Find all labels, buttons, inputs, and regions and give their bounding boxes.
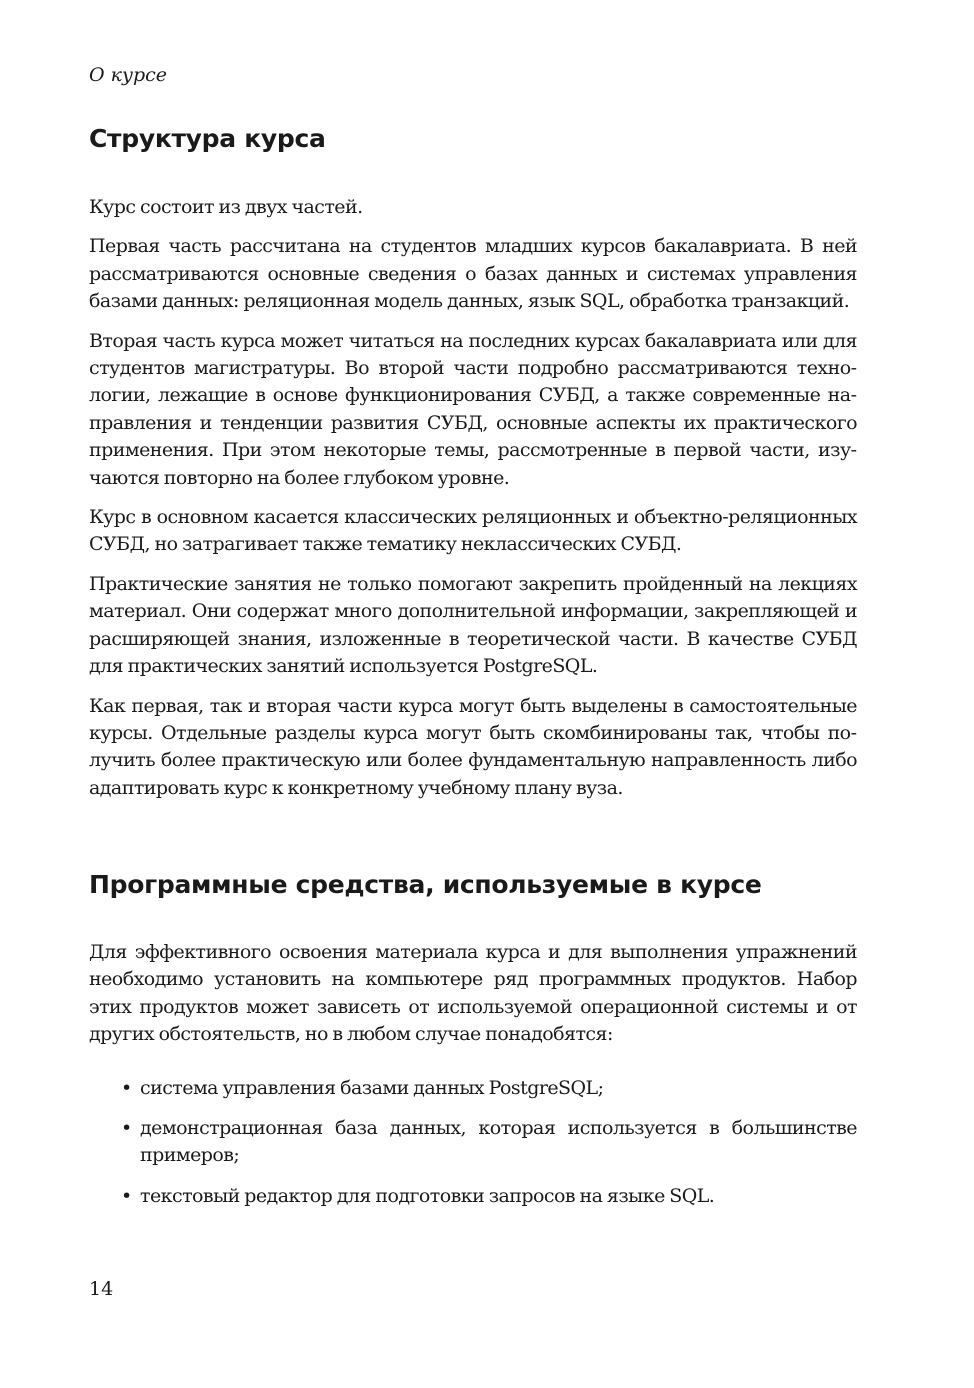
book-page bbox=[89, 0, 857, 1388]
list-item bbox=[89, 1183, 857, 1210]
list-item bbox=[89, 1115, 857, 1170]
section-title-software: Программные средства, используемые в курсе bbox=[89, 870, 762, 899]
paragraph: Практические занятия не только помогают закрепить пройденный на лекциях материал. Они содержат много дополнительной информации, закрепляющей и расширяющей знания, изложенные в теоретической части. В качестве СУБД для практических занятий используется PostgreSQL. bbox=[89, 572, 857, 678]
software-list bbox=[89, 1075, 857, 1211]
section-title-course-structure: Структура курса bbox=[89, 124, 326, 153]
paragraph: Как первая, так и вторая части курса могут быть выделены в самостоятельные курсы. Отдельные разделы курса могут быть скомбинированы так, чтобы получить более практическую или более фундаментальную направленность либо адаптировать курс к конкретному учебному плану вуза. bbox=[89, 694, 857, 799]
bullet-icon: • bbox=[121, 1076, 132, 1099]
paragraph: Курс в основном касается классических реляционных и объектно-реляционных СУБД, но затрагивает также тематику неклассических СУБД. bbox=[89, 506, 857, 556]
course-structure-body bbox=[89, 194, 857, 814]
bullet-icon: • bbox=[121, 1117, 132, 1140]
bullet-icon: • bbox=[121, 1184, 132, 1207]
list-item bbox=[89, 1075, 857, 1102]
page-number: 14 bbox=[89, 1278, 114, 1300]
software-body bbox=[89, 939, 857, 1223]
paragraph: Первая часть рассчитана на студентов младших курсов бакалавриата. В ней рассматриваются основные сведения о базах данных и системах управления базами данных: реляционная модель данных, язык SQL, обработка транзакций. bbox=[89, 235, 857, 313]
list-item-text: демонстрационная база данных, которая используется в большинстве примеров; bbox=[140, 1117, 857, 1167]
paragraph: Для эффективного освоения материала курса и для выполнения упражнений необходимо установить на компьютере ряд программных продуктов. Набор этих продуктов может зависеть от используемой операционной системы и от других обстоятельств, но в любом случае понадобятся: bbox=[89, 941, 857, 1046]
list-item-text: система управления базами данных PostgreSQL; bbox=[140, 1076, 604, 1099]
paragraph: Вторая часть курса может читаться на последних курсах бакалавриата или для студентов магистратуры. Во второй части подробно рассматриваются технологии, лежащие в основе функционирования СУБД, а также современные направления и тенденции развития СУБД, основные аспекты их практического применения. При этом некоторые темы, рассмотренные в первой части, изучаются повторно на более глубоком уровне. bbox=[89, 329, 857, 489]
running-header: О курсе bbox=[89, 64, 168, 86]
paragraph: Курс состоит из двух частей. bbox=[89, 196, 363, 218]
list-item-text: текстовый редактор для подготовки запросов на языке SQL. bbox=[140, 1184, 715, 1207]
